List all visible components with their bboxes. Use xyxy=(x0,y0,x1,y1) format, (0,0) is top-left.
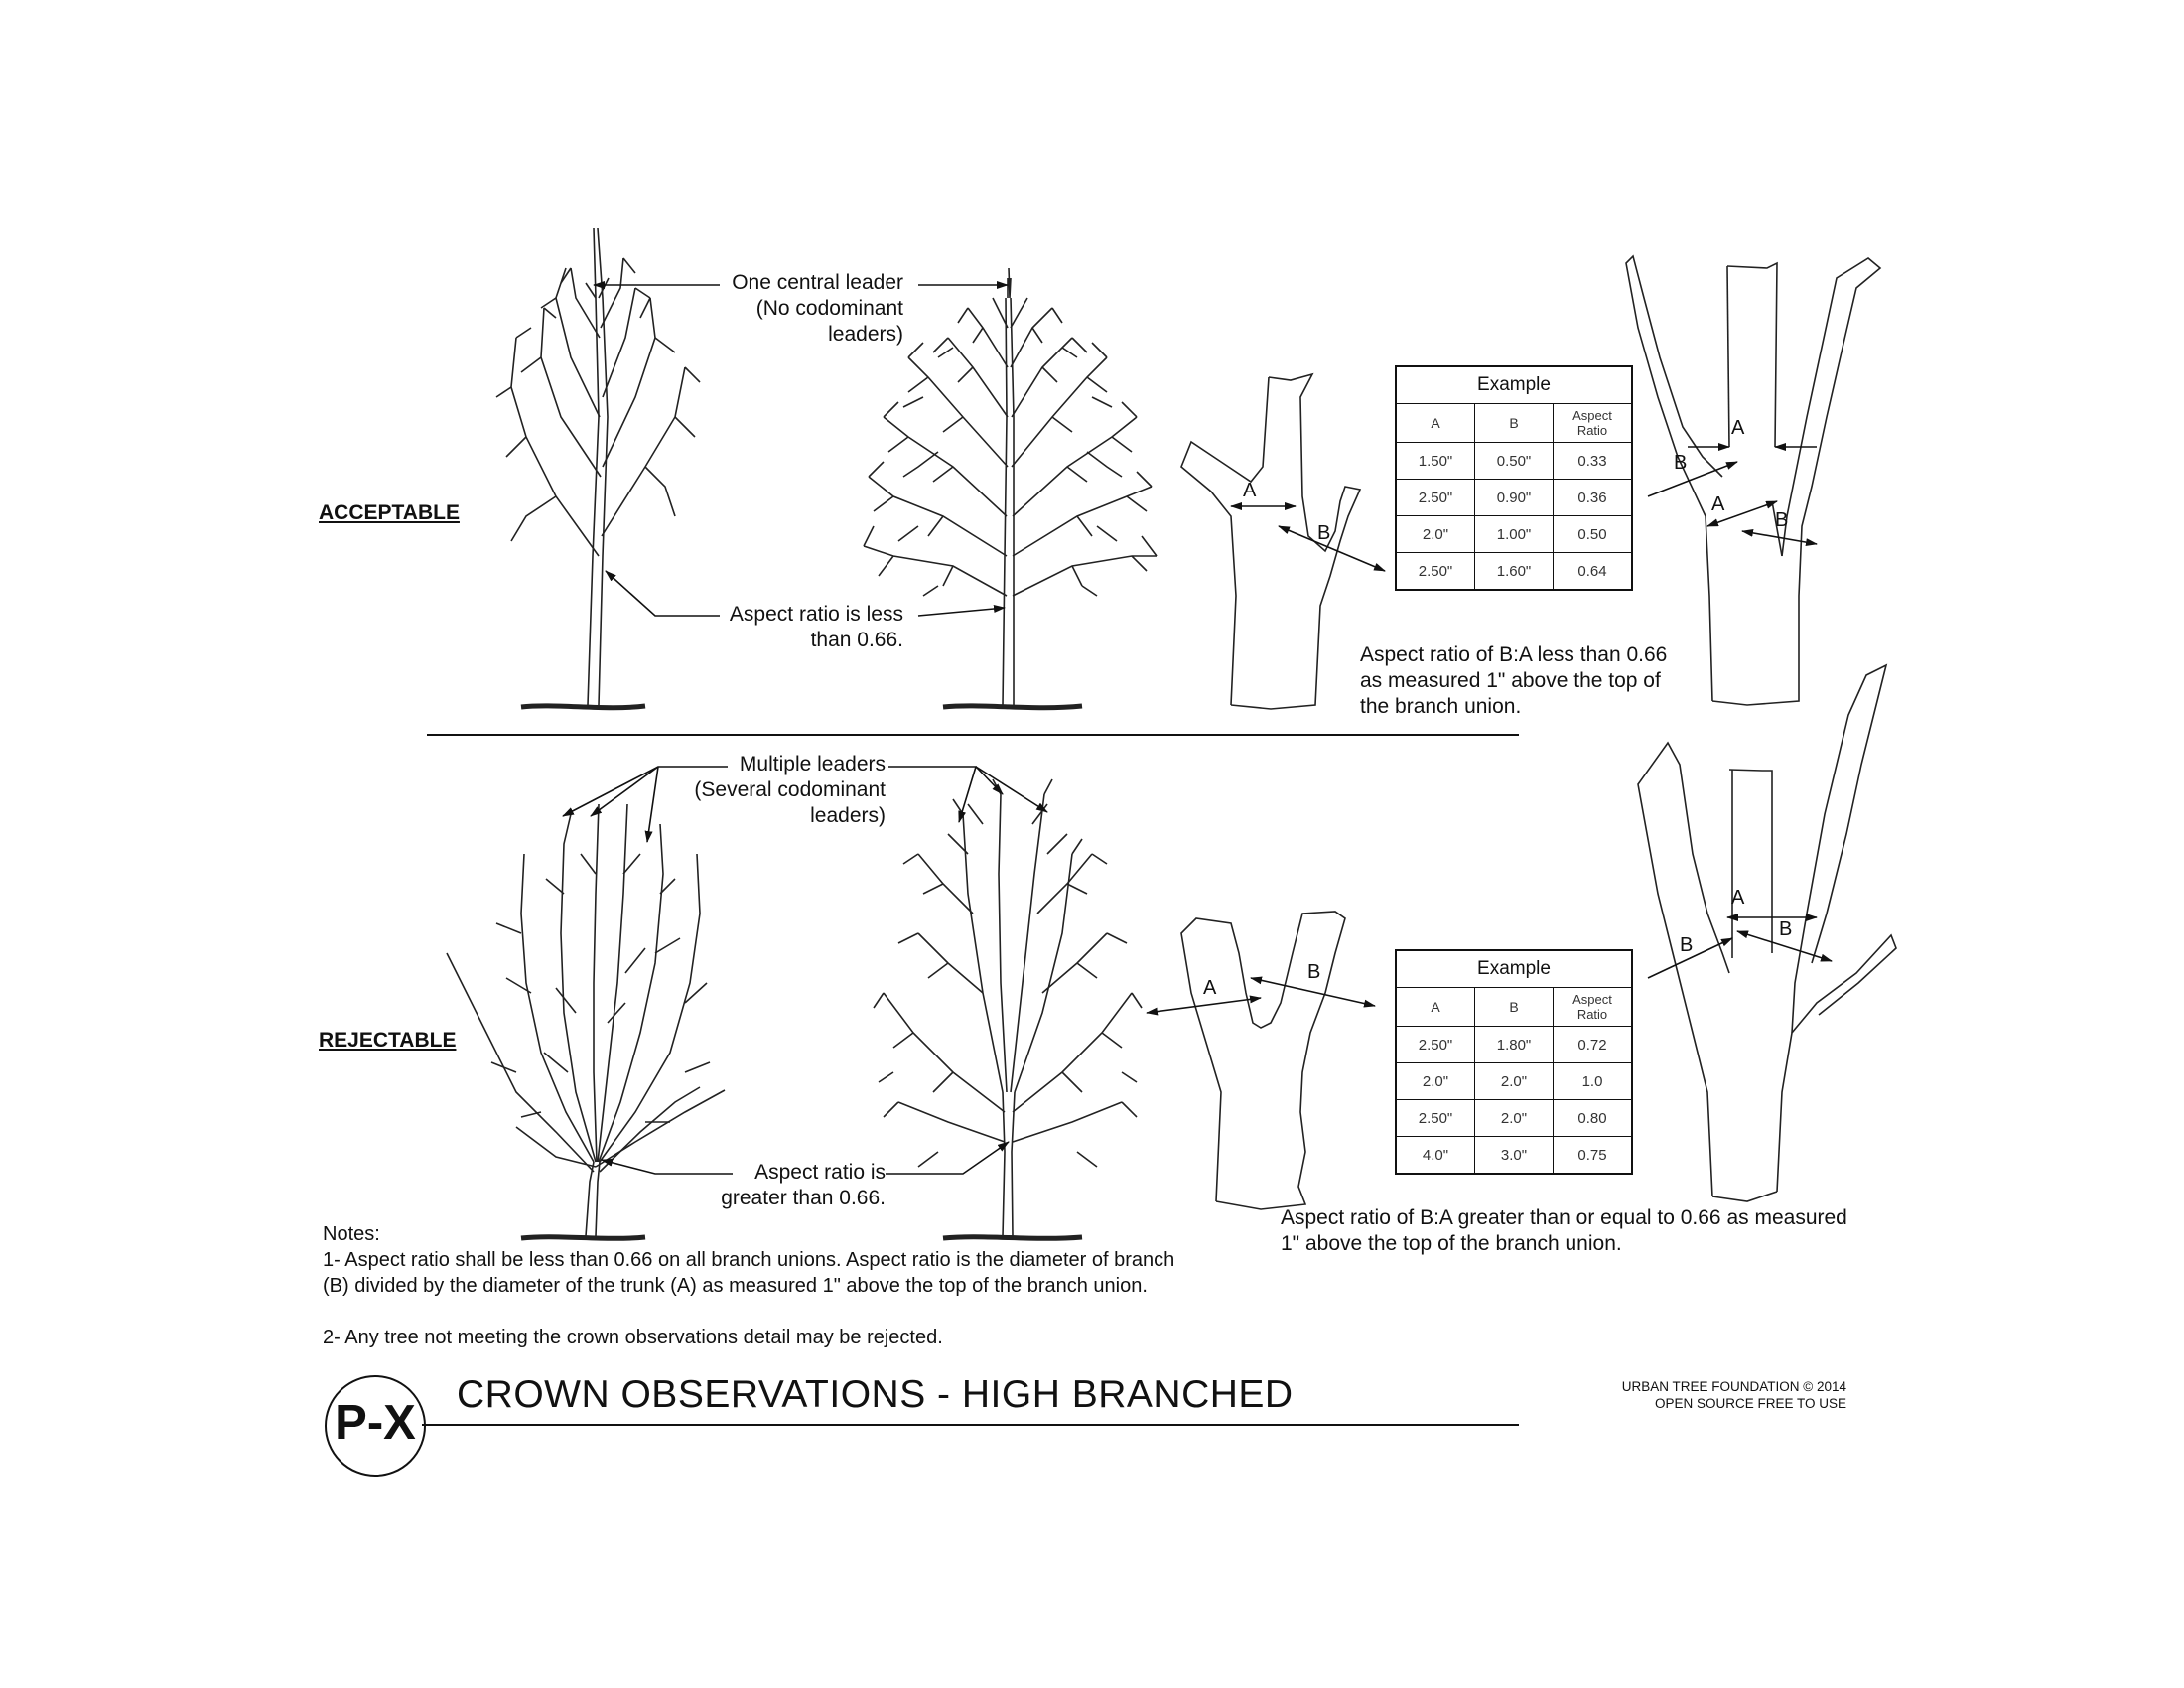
column-header-b: B xyxy=(1475,404,1554,443)
credit-line: URBAN TREE FOUNDATION © 2014 xyxy=(1621,1379,1846,1394)
rejectable-tree-dense xyxy=(874,779,1142,1236)
table-header-row xyxy=(1396,988,1632,1027)
table-cell: 0.72 xyxy=(1554,1027,1633,1063)
dimension-label-b: B xyxy=(1317,522,1331,544)
dimension-a-arrow xyxy=(1147,998,1261,1013)
multiple-leaders-callout xyxy=(667,752,886,829)
header-line: Ratio xyxy=(1576,423,1608,438)
callout-line: greater than 0.66. xyxy=(721,1187,886,1209)
table-cell: 1.80" xyxy=(1475,1027,1554,1063)
callout-line: (Several codominant xyxy=(694,778,886,801)
credit-line: OPEN SOURCE FREE TO USE xyxy=(1654,1396,1846,1411)
column-header-b: B xyxy=(1475,988,1554,1027)
table-cell: 3.0" xyxy=(1475,1137,1554,1175)
note-line: (B) divided by the diameter of the trunk (A) as measured 1" above the top of the branch union. xyxy=(323,1275,1148,1297)
column-header-a: A xyxy=(1396,988,1475,1027)
table-cell: 0.75 xyxy=(1554,1137,1633,1175)
column-header-ratio xyxy=(1554,988,1633,1027)
dimension-b-arrow xyxy=(1279,526,1385,571)
callout-line: (No codominant xyxy=(755,297,903,320)
table-cell: 1.00" xyxy=(1475,516,1554,553)
acceptable-tree-dense xyxy=(864,268,1157,705)
table-cell: 2.50" xyxy=(1396,1027,1475,1063)
table-row xyxy=(1396,516,1632,553)
table-header-row xyxy=(1396,404,1632,443)
rejectable-caption xyxy=(1281,1205,1847,1257)
table-cell: 2.0" xyxy=(1396,1063,1475,1100)
table-title: Example xyxy=(1396,366,1632,404)
caption-line: 1" above the top of the branch union. xyxy=(1281,1232,1622,1255)
header-line: Aspect xyxy=(1572,992,1612,1007)
sheet-id: P-X xyxy=(335,1396,416,1450)
dimension-label-b: B xyxy=(1307,961,1321,983)
rejectable-union-detail-small xyxy=(1181,912,1345,1209)
acceptable-caption xyxy=(1360,642,1667,720)
table-cell: 2.50" xyxy=(1396,553,1475,591)
callout-line: leaders) xyxy=(828,323,903,346)
table-cell: 1.50" xyxy=(1396,443,1475,480)
leader-line xyxy=(591,767,658,816)
dimension-label-a: A xyxy=(1203,977,1217,999)
table-cell: 2.0" xyxy=(1475,1100,1554,1137)
table-cell: 0.90" xyxy=(1475,480,1554,516)
dimension-label-a: A xyxy=(1243,480,1257,501)
dimension-label-b: B xyxy=(1779,918,1793,940)
credit-block xyxy=(1549,1378,1846,1412)
column-header-ratio xyxy=(1554,404,1633,443)
dimension-label-a: A xyxy=(1731,417,1745,439)
callout-line: Multiple leaders xyxy=(739,753,886,775)
note-line: 2- Any tree not meeting the crown observations detail may be rejected. xyxy=(323,1327,943,1348)
ground-line xyxy=(521,706,645,708)
table-cell: 0.50 xyxy=(1554,516,1633,553)
acceptable-tree-sparse xyxy=(496,228,700,705)
table-row xyxy=(1396,480,1632,516)
caption-line: as measured 1" above the top of xyxy=(1360,669,1661,692)
dimension-label-b: B xyxy=(1674,452,1688,474)
dimension-b-arrow xyxy=(1648,462,1737,496)
callout-line: One central leader xyxy=(732,271,903,294)
table-cell: 2.50" xyxy=(1396,1100,1475,1137)
table-cell: 1.0 xyxy=(1554,1063,1633,1100)
table-cell: 2.0" xyxy=(1475,1063,1554,1100)
leader-line xyxy=(886,1142,1009,1174)
table-cell: 0.50" xyxy=(1475,443,1554,480)
callout-line: leaders) xyxy=(810,804,886,827)
table-cell: 2.0" xyxy=(1396,516,1475,553)
central-leader-callout xyxy=(685,270,903,348)
table-cell: 2.50" xyxy=(1396,480,1475,516)
table-row xyxy=(1396,1027,1632,1063)
notes-block xyxy=(323,1221,1174,1350)
drawing-title: CROWN OBSERVATIONS - HIGH BRANCHED xyxy=(457,1373,1294,1416)
dimension-label-b: B xyxy=(1680,934,1694,956)
table-cell: 0.80 xyxy=(1554,1100,1633,1137)
table-row xyxy=(1396,443,1632,480)
header-line: Ratio xyxy=(1576,1007,1608,1022)
aspect-ratio-less-callout xyxy=(685,602,903,653)
leader-line xyxy=(918,608,1005,616)
acceptable-example-table xyxy=(1395,365,1633,591)
table-cell: 4.0" xyxy=(1396,1137,1475,1175)
dimension-label-a: A xyxy=(1711,493,1725,515)
column-header-a: A xyxy=(1396,404,1475,443)
dimension-label-a: A xyxy=(1731,887,1745,909)
acceptable-union-detail-large xyxy=(1626,256,1880,705)
acceptable-union-detail-small xyxy=(1181,374,1360,709)
rejectable-section-label: REJECTABLE xyxy=(319,1029,457,1052)
leader-line xyxy=(976,767,1047,812)
caption-line: the branch union. xyxy=(1360,695,1522,718)
aspect-ratio-greater-callout xyxy=(667,1160,886,1211)
table-row xyxy=(1396,553,1632,591)
table-title: Example xyxy=(1396,950,1632,988)
acceptable-section-label: ACCEPTABLE xyxy=(319,501,460,524)
caption-line: Aspect ratio of B:A less than 0.66 xyxy=(1360,643,1668,666)
table-cell: 0.33 xyxy=(1554,443,1633,480)
table-row xyxy=(1396,1063,1632,1100)
table-row xyxy=(1396,1100,1632,1137)
notes-heading: Notes: xyxy=(323,1223,380,1245)
callout-line: Aspect ratio is xyxy=(754,1161,886,1184)
note-line: 1- Aspect ratio shall be less than 0.66 on all branch unions. Aspect ratio is the diameter of branch xyxy=(323,1249,1175,1271)
callout-line: than 0.66. xyxy=(810,629,903,651)
leader-line xyxy=(647,767,658,842)
header-line: Aspect xyxy=(1572,408,1612,423)
callout-line: Aspect ratio is less xyxy=(729,603,903,626)
dimension-label-b: B xyxy=(1775,509,1789,531)
table-cell: 0.64 xyxy=(1554,553,1633,591)
rejectable-union-detail-large xyxy=(1638,665,1896,1201)
table-cell: 0.36 xyxy=(1554,480,1633,516)
caption-line: Aspect ratio of B:A greater than or equal to 0.66 as measured xyxy=(1281,1206,1847,1229)
ground-line xyxy=(943,706,1082,708)
rejectable-example-table xyxy=(1395,949,1633,1175)
table-cell: 1.60" xyxy=(1475,553,1554,591)
table-row xyxy=(1396,1137,1632,1175)
